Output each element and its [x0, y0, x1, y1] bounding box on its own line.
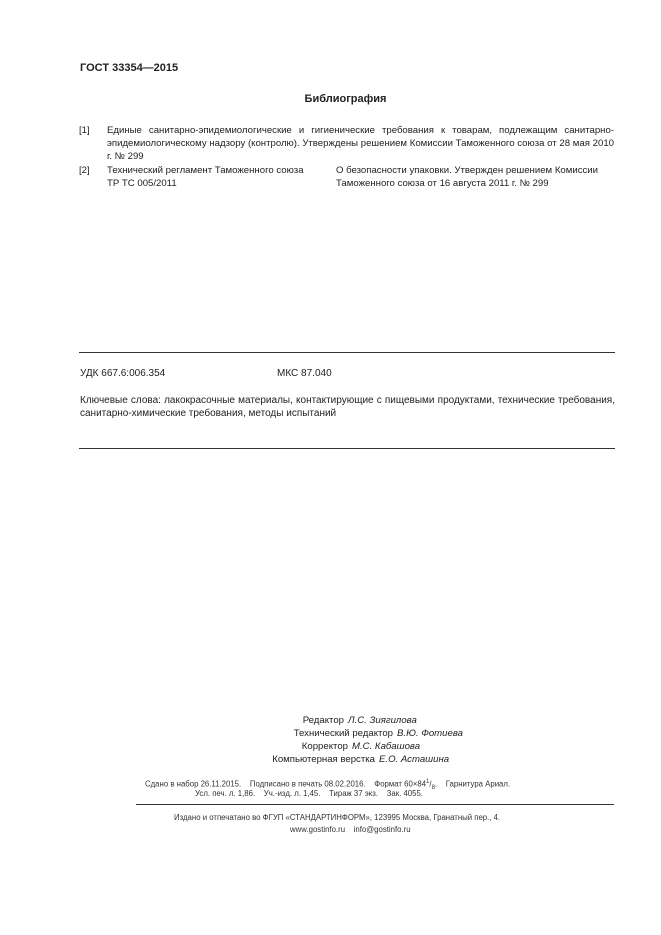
udk-code: УДК 667.6:006.354	[80, 368, 166, 379]
credit-layout-name: Е.О. Асташина	[379, 754, 450, 765]
bib-entry-2-description	[336, 164, 616, 190]
divider-bottom	[79, 448, 615, 449]
credit-tech-editor-role: Технический редактор	[293, 728, 393, 739]
bib-entry-2-document-line1: Технический регламент Таможенного союза	[107, 165, 304, 176]
bib-entry-2-description-line1: О безопасности упаковки. Утвержден решением Комиссии	[336, 165, 599, 176]
publication-line-2: Усл. печ. л. 1,86. Уч.-изд. л. 1,45. Тираж 37 экз. Зак. 4055.	[195, 789, 423, 798]
keywords: Ключевые слова: лакокрасочные материалы, контактирующие с пищевыми продуктами, технические требования, санитарно-химические требования, методы испытаний	[80, 395, 615, 419]
bib-entry-2-document-line2: ТР ТС 005/2011	[107, 178, 177, 189]
bib-entry-1-text: Единые санитарно-эпидемиологические и гигиенические требования к товарам, подлежащим санитарно-эпидемиологическому надзору (контролю). Утверждены решением Комиссии Таможенного союза от 28 мая 2010 г. № 299	[107, 125, 614, 162]
credit-layout-role: Компьютерная верстка	[272, 754, 375, 765]
credit-editor-role: Редактор	[302, 715, 344, 726]
bib-entry-1-number: [1]	[79, 125, 90, 136]
publisher-contacts: www.gostinfo.ru info@gostinfo.ru	[290, 825, 411, 834]
publication-line-1: Сдано в набор 26.11.2015. Подписано в печать 08.02.2016. Формат $60\times 84^1/_8$. Гарнитура Ариал.	[145, 779, 511, 792]
bibliography-title: Библиография	[304, 93, 387, 105]
standard-number: ГОСТ 33354—2015	[80, 62, 179, 74]
credit-editor-name: Л.С. Зиягилова	[348, 715, 417, 726]
credit-tech-editor-name: В.Ю. Фотиева	[397, 728, 463, 739]
bib-entry-2-description-line2: Таможенного союза от 16 августа 2011 г. № 299	[336, 178, 549, 189]
divider-top	[79, 352, 615, 353]
mks-code: МКС 87.040	[277, 368, 332, 379]
publication-divider	[136, 804, 614, 805]
bib-entry-2-number: [2]	[79, 165, 90, 176]
bib-entry-2-document	[107, 164, 327, 190]
publisher-line: Издано и отпечатано во ФГУП «СТАНДАРТИНФОРМ», 123995 Москва, Гранатный пер., 4.	[174, 813, 501, 822]
credit-proofreader-role: Корректор	[301, 741, 348, 752]
credit-proofreader-name: М.С. Кабашова	[352, 741, 421, 752]
